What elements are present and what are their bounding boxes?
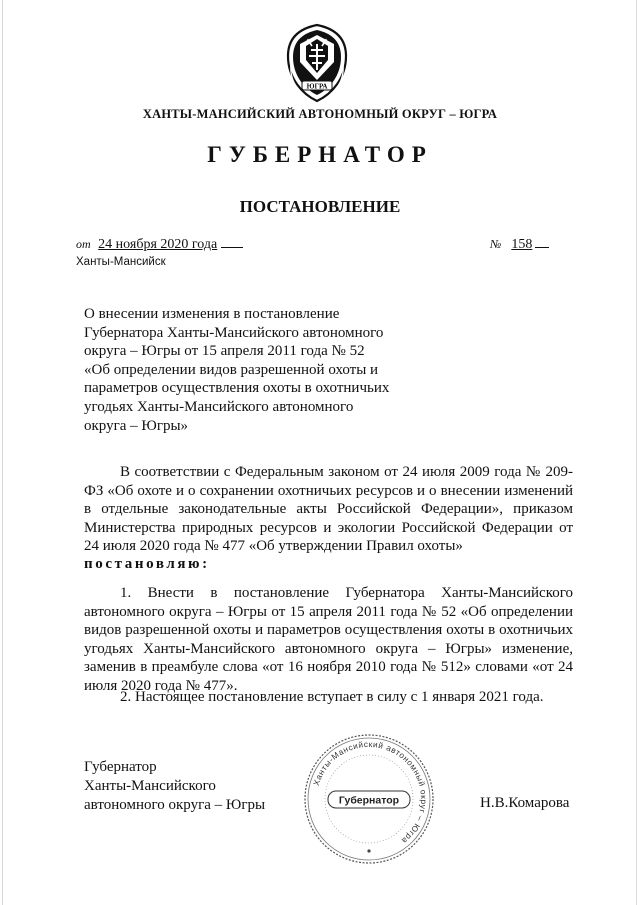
signatory-line: автономного округа – Югры bbox=[84, 797, 266, 813]
signatory-name: Н.В.Комарова bbox=[480, 795, 570, 811]
number-line bbox=[490, 236, 549, 253]
item-2-paragraph: 2. Настоящее постановление вступает в силу с 1 января 2021 года. bbox=[120, 689, 544, 705]
scan-edge-left bbox=[2, 0, 3, 905]
item-1-paragraph: 1. Внести в постановление Губернатора Ханты-Мансийского автономного округа – Югры от 15 апреля 2011 года № 52 «Об определении видов разрешенной охоты и параметров осуществления охоты в охотничьих угодьях Ханты-Мансийского автономного округа – Югры» изменение, заменив в преамбуле слова «от 16 ноября 2010 года № 512» словами «от 24 июля 2020 года № 477». bbox=[84, 585, 573, 694]
subject-line: угодьях Ханты-Мансийского автономного bbox=[84, 398, 354, 415]
date-line bbox=[76, 236, 243, 253]
document-number: 158 bbox=[511, 237, 533, 252]
signatory-line: Ханты-Мансийского bbox=[84, 778, 216, 794]
document-date: 24 ноября 2020 года bbox=[98, 237, 218, 252]
document-type: ПОСТАНОВЛЕНИЕ bbox=[239, 197, 401, 216]
scan-edge-right bbox=[636, 0, 637, 905]
subject-line: «Об определении видов разрешенной охоты и bbox=[84, 361, 379, 378]
document-subject bbox=[84, 305, 414, 435]
date-prefix: от bbox=[76, 237, 91, 251]
emblem-ribbon-text: ЮГРА bbox=[306, 82, 328, 91]
preamble-paragraph: В соответствии с Федеральным законом от 24 июля 2009 года № 209-ФЗ «Об охоте и о сохранении охотничьих ресурсов и о внесении изменений в отдельные законодательные акты Российской Федерации», приказом Министерства природных ресурсов и экологии Российской Федерации от 24 июля 2020 года № 477 «Об утверждении Правил охоты» bbox=[84, 464, 573, 555]
subject-line: Губернатора Ханты-Мансийского автономного bbox=[84, 324, 384, 341]
number-sign: № bbox=[490, 237, 502, 251]
signatory-position bbox=[84, 758, 265, 815]
stamp-center-text: Губернатор bbox=[338, 794, 400, 807]
page-title: ГУБЕРНАТОР bbox=[207, 142, 433, 167]
subject-line: округа – Югры» bbox=[84, 417, 189, 434]
official-stamp bbox=[300, 730, 438, 868]
subject-line: округа – Югры от 15 апреля 2011 года № 52 bbox=[84, 343, 365, 360]
coat-of-arms-emblem bbox=[280, 22, 354, 104]
subject-line: О внесении изменения в постановление bbox=[84, 306, 340, 322]
signatory-line: Губернатор bbox=[84, 759, 157, 775]
subject-line: параметров осуществления охоты в охотничьих bbox=[84, 380, 390, 397]
city-label: Ханты-Мансийск bbox=[76, 256, 166, 268]
okrug-heading: ХАНТЫ-МАНСИЙСКИЙ АВТОНОМНЫЙ ОКРУГ – ЮГРА bbox=[142, 107, 498, 121]
decree-word: постановляю: bbox=[84, 556, 210, 572]
stamp-ring-text: Ханты-Мансийский автономный округ – Югра bbox=[311, 739, 429, 846]
